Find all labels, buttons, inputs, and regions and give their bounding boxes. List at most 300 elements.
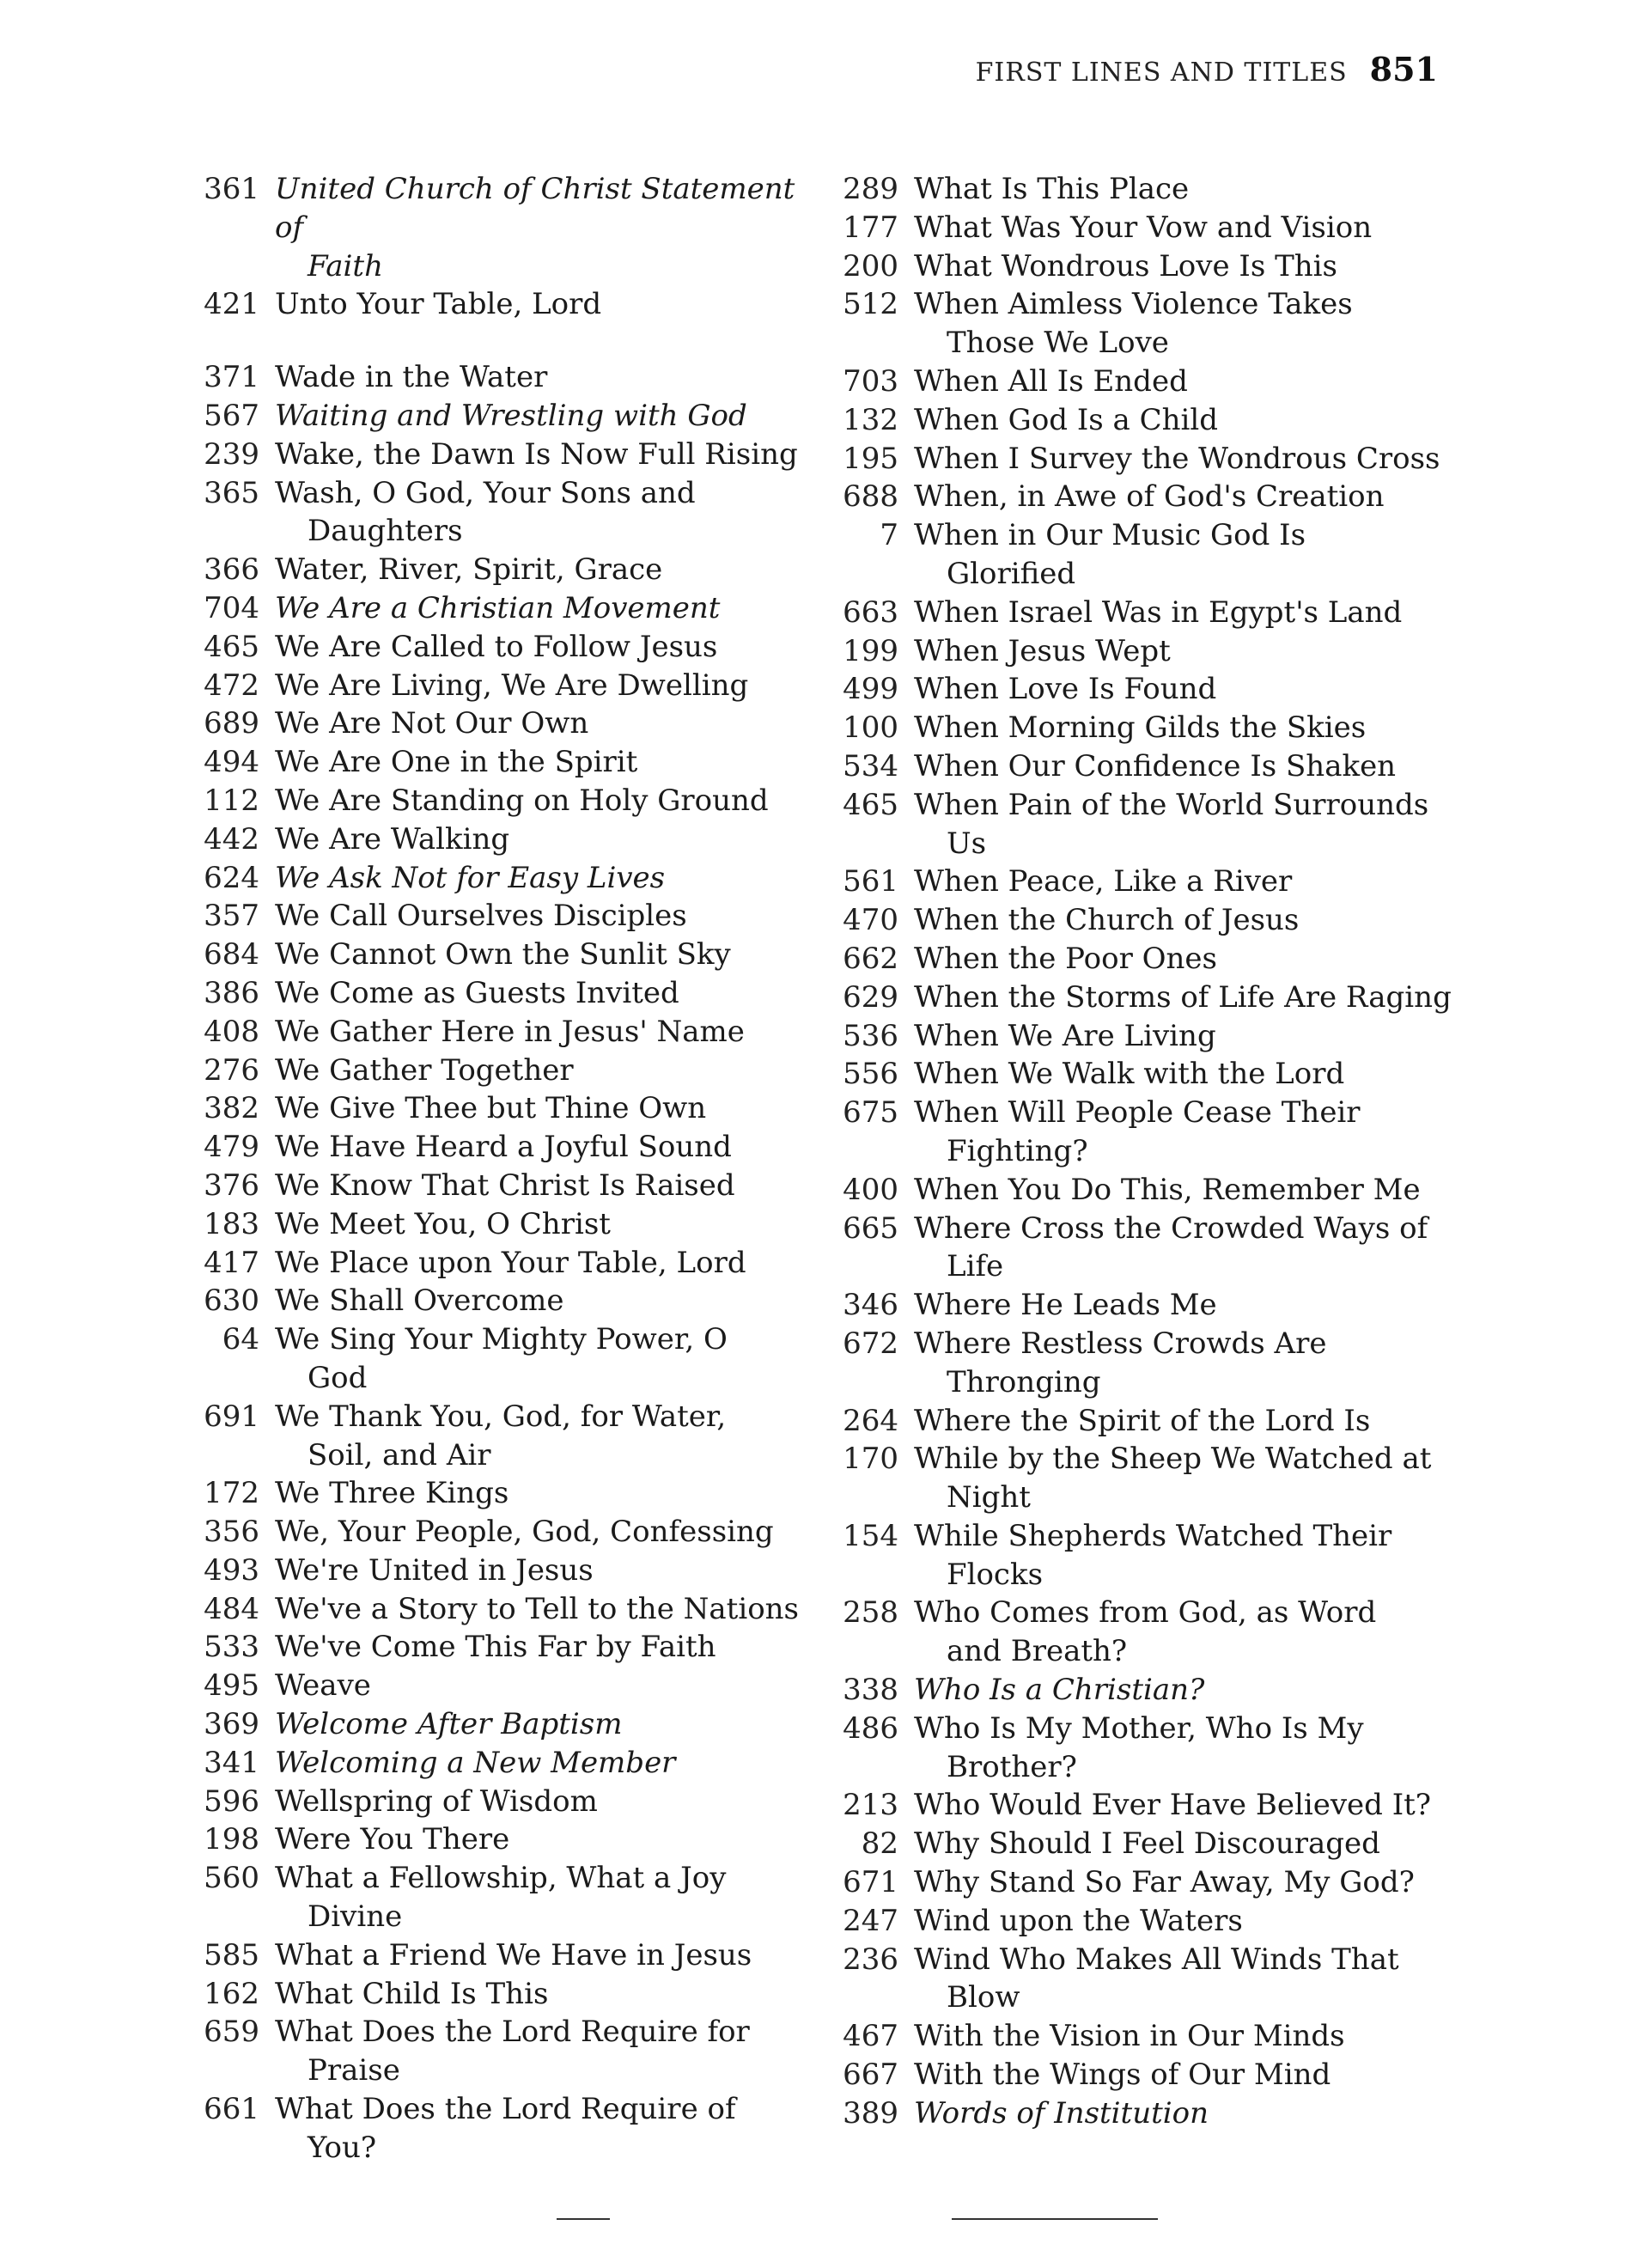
index-entry bbox=[828, 979, 1464, 1017]
hymn-title-line: Welcoming a New Member bbox=[275, 1745, 676, 1780]
index-entry bbox=[189, 1667, 807, 1705]
footer-rule-left bbox=[557, 2218, 610, 2220]
index-entry bbox=[189, 1590, 807, 1629]
hymn-number: 665 bbox=[843, 1210, 898, 1246]
hymn-number: 495 bbox=[204, 1668, 259, 1704]
hymn-title-line: When Love Is Found bbox=[914, 672, 1217, 707]
page-header bbox=[976, 50, 1438, 88]
hymn-number: 417 bbox=[204, 1245, 259, 1280]
hymn-title bbox=[914, 516, 1464, 594]
index-entry bbox=[189, 1975, 807, 2014]
hymn-title-line: Where He Leads Me bbox=[914, 1288, 1217, 1323]
index-entry bbox=[189, 1013, 807, 1052]
hymn-title bbox=[914, 709, 1464, 747]
hymn-title-line: When I Survey the Wondrous Cross bbox=[914, 441, 1440, 476]
hymn-title bbox=[914, 632, 1464, 671]
index-entry bbox=[828, 2094, 1464, 2133]
hymn-number: 369 bbox=[204, 1707, 259, 1742]
index-entry bbox=[189, 704, 807, 743]
hymn-title-line: When All Is Ended bbox=[914, 363, 1188, 399]
hymn-number: 661 bbox=[204, 2092, 259, 2127]
hymn-title bbox=[275, 1859, 807, 1936]
hymn-title-line: We Call Ourselves Disciples bbox=[275, 899, 687, 934]
hymn-title-line: Were You There bbox=[275, 1822, 510, 1857]
hymn-title bbox=[914, 1094, 1464, 1171]
hymn-title-continuation: Thronging bbox=[947, 1364, 1101, 1399]
hymn-number: 199 bbox=[843, 633, 898, 668]
hymn-title-line: We Cannot Own the Sunlit Sky bbox=[275, 937, 731, 972]
hymn-number: 533 bbox=[204, 1630, 259, 1665]
footer-rule-right bbox=[952, 2218, 1158, 2220]
hymn-number: 536 bbox=[843, 1018, 898, 1053]
hymn-number: 64 bbox=[222, 1322, 259, 1357]
hymn-title bbox=[914, 1402, 1464, 1441]
hymn-title bbox=[914, 1171, 1464, 1210]
index-entry bbox=[189, 743, 807, 782]
hymn-title bbox=[275, 1590, 807, 1629]
hymn-number: 408 bbox=[204, 1014, 259, 1049]
index-entry bbox=[189, 1859, 807, 1936]
hymn-title-line: When the Storms of Life Are Raging bbox=[914, 979, 1452, 1015]
index-entry bbox=[189, 936, 807, 974]
hymn-title bbox=[275, 782, 807, 820]
hymn-title bbox=[914, 363, 1464, 401]
hymn-title bbox=[275, 1474, 807, 1513]
index-entry bbox=[828, 1325, 1464, 1402]
hymn-title-line: We Gather Together bbox=[275, 1052, 574, 1088]
index-entry bbox=[828, 170, 1464, 209]
hymn-title-line: Who Is My Mother, Who Is My bbox=[914, 1710, 1364, 1746]
index-entry bbox=[189, 589, 807, 628]
hymn-title-continuation: Daughters bbox=[308, 514, 463, 549]
hymn-number: 499 bbox=[843, 672, 898, 707]
hymn-title bbox=[275, 170, 807, 285]
hymn-title-line: When the Church of Jesus bbox=[914, 903, 1300, 938]
hymn-title bbox=[914, 594, 1464, 632]
hymn-number: 289 bbox=[843, 172, 898, 206]
hymn-title-line: While Shepherds Watched Their bbox=[914, 1518, 1392, 1553]
hymn-number: 177 bbox=[843, 210, 898, 245]
index-entry bbox=[189, 1936, 807, 1975]
hymn-title-continuation: Faith bbox=[308, 248, 383, 284]
hymn-number: 198 bbox=[204, 1822, 259, 1857]
index-entry bbox=[189, 358, 807, 397]
hymn-title-continuation: God bbox=[308, 1360, 368, 1395]
hymn-title bbox=[914, 1941, 1464, 2018]
index-entry bbox=[828, 1941, 1464, 2018]
hymn-number: 239 bbox=[204, 436, 259, 472]
hymn-title bbox=[275, 628, 807, 667]
hymn-title bbox=[914, 401, 1464, 440]
hymn-title-line: When the Poor Ones bbox=[914, 941, 1217, 976]
hymn-title-line: When Israel Was in Egypt's Land bbox=[914, 594, 1403, 630]
hymn-title-line: Wind upon the Waters bbox=[914, 1903, 1243, 1938]
hymn-number: 400 bbox=[843, 1172, 898, 1207]
hymn-number: 195 bbox=[843, 441, 898, 476]
hymn-title bbox=[914, 1325, 1464, 1402]
index-entry bbox=[828, 1594, 1464, 1671]
index-entry bbox=[189, 859, 807, 898]
hymn-title-line: We Come as Guests Invited bbox=[275, 975, 679, 1010]
hymn-title bbox=[275, 1783, 807, 1821]
hymn-number: 556 bbox=[843, 1057, 898, 1092]
hymn-title-line: We Are Living, We Are Dwelling bbox=[275, 668, 749, 703]
hymn-title-line: What Was Your Vow and Vision bbox=[914, 210, 1373, 245]
hymn-number: 200 bbox=[843, 248, 898, 284]
index-entry bbox=[189, 1052, 807, 1090]
hymn-number: 703 bbox=[843, 363, 898, 399]
hymn-number: 585 bbox=[204, 1937, 259, 1972]
hymn-title bbox=[914, 1710, 1464, 1787]
hymn-title-line: What a Friend We Have in Jesus bbox=[275, 1937, 752, 1972]
hymn-title-line: We Are a Christian Movement bbox=[275, 590, 721, 625]
index-entry bbox=[828, 632, 1464, 671]
hymn-title-continuation: Life bbox=[947, 1249, 1004, 1284]
hymn-number: 338 bbox=[843, 1673, 898, 1708]
running-head-title: FIRST LINES AND TITLES bbox=[975, 58, 1348, 88]
hymn-number: 567 bbox=[204, 398, 259, 433]
hymn-title-line: What Does the Lord Require of bbox=[275, 2092, 736, 2127]
hymn-title-line: With the Vision in Our Minds bbox=[914, 2019, 1345, 2054]
hymn-title bbox=[275, 1089, 807, 1128]
hymn-title-line: Wellspring of Wisdom bbox=[275, 1783, 598, 1819]
hymn-title-continuation: Fighting? bbox=[947, 1133, 1088, 1168]
hymn-title-line: Where the Spirit of the Lord Is bbox=[914, 1403, 1371, 1438]
hymn-title-line: We Are Walking bbox=[275, 821, 510, 857]
hymn-number: 684 bbox=[204, 937, 259, 972]
hymn-title-continuation: Those We Love bbox=[947, 326, 1169, 361]
hymn-title-continuation: Brother? bbox=[947, 1749, 1077, 1784]
hymn-title bbox=[275, 1052, 807, 1090]
hymn-number: 494 bbox=[204, 745, 259, 780]
index-entry bbox=[828, 478, 1464, 516]
hymn-title-line: Wade in the Water bbox=[275, 360, 548, 395]
hymn-title bbox=[275, 1705, 807, 1744]
hymn-title-line: When You Do This, Remember Me bbox=[914, 1172, 1421, 1207]
hymn-number: 376 bbox=[204, 1168, 259, 1203]
hymn-title bbox=[275, 1820, 807, 1859]
hymn-title bbox=[275, 2090, 807, 2167]
hymn-title bbox=[914, 209, 1464, 247]
hymn-title bbox=[275, 897, 807, 936]
hymn-title-continuation: Blow bbox=[947, 1980, 1020, 2015]
hymn-number: 421 bbox=[204, 287, 259, 322]
hymn-number: 689 bbox=[204, 706, 259, 741]
index-entry bbox=[828, 1440, 1464, 1517]
index-entry bbox=[828, 594, 1464, 632]
hymn-title bbox=[275, 551, 807, 589]
index-entry bbox=[189, 667, 807, 705]
hymn-title-continuation: Glorified bbox=[947, 556, 1076, 591]
hymn-title bbox=[275, 2013, 807, 2090]
hymn-number: 691 bbox=[204, 1399, 259, 1434]
hymn-title-line: We Meet You, O Christ bbox=[275, 1206, 611, 1241]
index-entry bbox=[189, 1513, 807, 1552]
index-entry bbox=[828, 670, 1464, 709]
index-entry bbox=[828, 747, 1464, 786]
hymn-number: 467 bbox=[843, 2019, 898, 2054]
hymn-title bbox=[914, 1517, 1464, 1594]
hymn-number: 493 bbox=[204, 1552, 259, 1588]
hymn-title bbox=[275, 1398, 807, 1475]
index-entry bbox=[189, 974, 807, 1013]
hymn-title-line: We're United in Jesus bbox=[275, 1552, 594, 1588]
hymn-title-line: What a Fellowship, What a Joy bbox=[275, 1861, 727, 1896]
index-entry bbox=[189, 1398, 807, 1475]
hymn-number: 162 bbox=[204, 1976, 259, 2011]
page-number: 851 bbox=[1369, 50, 1438, 88]
index-entry bbox=[189, 285, 807, 324]
hymn-title-line: Weave bbox=[275, 1668, 371, 1704]
hymn-title bbox=[914, 1440, 1464, 1517]
hymn-title bbox=[275, 743, 807, 782]
hymn-number: 484 bbox=[204, 1591, 259, 1626]
hymn-title bbox=[914, 979, 1464, 1017]
hymn-title-continuation: Soil, and Air bbox=[308, 1437, 491, 1472]
hymn-title bbox=[275, 1975, 807, 2014]
hymn-number: 170 bbox=[843, 1442, 898, 1477]
hymn-title bbox=[914, 1786, 1464, 1825]
hymn-title bbox=[914, 1825, 1464, 1863]
hymn-title bbox=[914, 1594, 1464, 1671]
index-entry bbox=[189, 820, 807, 859]
hymn-title-continuation: Night bbox=[947, 1480, 1031, 1515]
hymn-number: 688 bbox=[843, 479, 898, 515]
hymn-number: 561 bbox=[843, 864, 898, 899]
hymn-title-continuation: Divine bbox=[308, 1899, 403, 1935]
hymn-title bbox=[275, 974, 807, 1013]
hymn-title-line: We Gather Here in Jesus' Name bbox=[275, 1014, 745, 1049]
hymn-title-continuation: and Breath? bbox=[947, 1634, 1128, 1669]
hymn-title-line: We've Come This Far by Faith bbox=[275, 1630, 716, 1665]
hymn-title bbox=[275, 1552, 807, 1590]
hymn-title-line: When Pain of the World Surrounds bbox=[914, 787, 1429, 822]
hymn-title bbox=[914, 2017, 1464, 2056]
index-entry bbox=[189, 1628, 807, 1667]
hymn-title-line: We Give Thee but Thine Own bbox=[275, 1091, 707, 1126]
hymn-number: 472 bbox=[204, 668, 259, 703]
hymn-title bbox=[914, 901, 1464, 940]
hymn-title bbox=[914, 670, 1464, 709]
hymn-title-line: Why Should I Feel Discouraged bbox=[914, 1826, 1380, 1862]
index-entry bbox=[828, 2017, 1464, 2056]
hymn-number: 386 bbox=[204, 975, 259, 1010]
index-entry bbox=[828, 1825, 1464, 1863]
hymn-number: 236 bbox=[843, 1942, 898, 1977]
index-entry bbox=[828, 1671, 1464, 1710]
index-entry bbox=[189, 1167, 807, 1205]
hymn-number: 659 bbox=[204, 2015, 259, 2050]
hymn-number: 154 bbox=[843, 1518, 898, 1553]
hymn-title-line: Wind Who Makes All Winds That bbox=[914, 1942, 1399, 1977]
index-entry bbox=[828, 440, 1464, 479]
hymn-number: 382 bbox=[204, 1091, 259, 1126]
index-entry bbox=[828, 1863, 1464, 1902]
index-entry bbox=[189, 1282, 807, 1320]
index-entry bbox=[189, 2013, 807, 2090]
hymn-number: 357 bbox=[204, 899, 259, 934]
hymn-number: 132 bbox=[843, 402, 898, 437]
hymn-number: 465 bbox=[843, 787, 898, 822]
hymn-number: 213 bbox=[843, 1788, 898, 1823]
hymn-title-line: We Know That Christ Is Raised bbox=[275, 1168, 735, 1203]
hymn-number: 512 bbox=[843, 287, 898, 322]
hymn-title bbox=[275, 1244, 807, 1283]
hymn-number: 172 bbox=[204, 1476, 259, 1511]
hymn-title bbox=[275, 436, 807, 474]
hymn-title bbox=[914, 2056, 1464, 2094]
index-entry bbox=[828, 1286, 1464, 1325]
hymn-title-line: We Have Heard a Joyful Sound bbox=[275, 1130, 732, 1165]
hymn-title-line: We Are One in the Spirit bbox=[275, 745, 638, 780]
hymn-title-line: What Is This Place bbox=[914, 172, 1190, 206]
index-entry bbox=[828, 1786, 1464, 1825]
hymn-title bbox=[275, 397, 807, 436]
index-column-right bbox=[828, 170, 1464, 2133]
hymn-title bbox=[914, 863, 1464, 901]
hymn-title-line: We Are Not Our Own bbox=[275, 706, 589, 741]
hymn-number: 479 bbox=[204, 1130, 259, 1165]
hymn-number: 629 bbox=[843, 979, 898, 1015]
hymn-title bbox=[914, 440, 1464, 479]
hymn-title bbox=[275, 667, 807, 705]
index-entry bbox=[189, 397, 807, 436]
hymn-title bbox=[275, 589, 807, 628]
hymn-title bbox=[914, 940, 1464, 979]
hymn-title-line: Welcome After Baptism bbox=[275, 1707, 623, 1742]
index-entry bbox=[189, 1552, 807, 1590]
index-entry bbox=[189, 897, 807, 936]
hymn-title-line: When Will People Cease Their bbox=[914, 1095, 1361, 1131]
index-entry bbox=[828, 1710, 1464, 1787]
hymn-title-line: We, Your People, God, Confessing bbox=[275, 1515, 774, 1550]
hymn-number: 247 bbox=[843, 1903, 898, 1938]
index-entry bbox=[189, 1320, 807, 1398]
index-entry bbox=[828, 363, 1464, 401]
index-column-left bbox=[189, 170, 807, 2167]
hymn-number: 560 bbox=[204, 1861, 259, 1896]
hymn-title-continuation: Flocks bbox=[947, 1557, 1044, 1592]
hymn-title-line: Wake, the Dawn Is Now Full Rising bbox=[275, 436, 798, 472]
hymn-title bbox=[914, 2094, 1464, 2133]
hymn-title bbox=[275, 936, 807, 974]
index-entry bbox=[828, 786, 1464, 863]
hymn-number: 264 bbox=[843, 1403, 898, 1438]
hymn-number: 663 bbox=[843, 594, 898, 630]
hymn-title-line: Why Stand So Far Away, My God? bbox=[914, 1865, 1415, 1900]
hymn-title-line: When Our Confidence Is Shaken bbox=[914, 748, 1397, 783]
hymn-number: 365 bbox=[204, 475, 259, 510]
hymn-title-continuation: Us bbox=[947, 826, 987, 861]
hymn-number: 465 bbox=[204, 629, 259, 664]
hymn-title-line: When Aimless Violence Takes bbox=[914, 287, 1353, 322]
index-entry bbox=[828, 1902, 1464, 1941]
index-entry bbox=[189, 1705, 807, 1744]
hymn-number: 486 bbox=[843, 1710, 898, 1746]
hymn-title bbox=[914, 1286, 1464, 1325]
hymn-title bbox=[914, 1863, 1464, 1902]
hymn-number: 371 bbox=[204, 360, 259, 395]
hymn-title bbox=[275, 285, 807, 324]
hymn-title bbox=[275, 1128, 807, 1167]
hymn-number: 662 bbox=[843, 941, 898, 976]
hymn-title-line: Who Comes from God, as Word bbox=[914, 1595, 1377, 1631]
hymn-title bbox=[914, 1017, 1464, 1056]
index-entry bbox=[189, 1128, 807, 1167]
hymn-title-continuation: Praise bbox=[308, 2053, 400, 2088]
hymn-title-line: When Morning Gilds the Skies bbox=[914, 710, 1367, 746]
hymn-title-line: When God Is a Child bbox=[914, 402, 1219, 437]
hymn-title-line: Water, River, Spirit, Grace bbox=[275, 552, 663, 588]
index-entry bbox=[828, 1210, 1464, 1287]
hymn-title bbox=[275, 1936, 807, 1975]
hymn-title-line: United Church of Christ Statement of bbox=[275, 172, 795, 245]
hymn-number: 341 bbox=[204, 1745, 259, 1780]
hymn-title-line: When Jesus Wept bbox=[914, 633, 1171, 668]
hymn-title-line: Waiting and Wrestling with God bbox=[275, 398, 747, 433]
hymn-number: 667 bbox=[843, 2058, 898, 2093]
index-entry bbox=[828, 1094, 1464, 1171]
index-entry bbox=[828, 1017, 1464, 1056]
index-entry bbox=[189, 1744, 807, 1783]
hymn-title-line: We Sing Your Mighty Power, O bbox=[275, 1322, 728, 1357]
index-entry bbox=[828, 1055, 1464, 1094]
hymn-title-line: Words of Institution bbox=[914, 2095, 1209, 2131]
hymn-number: 630 bbox=[204, 1283, 259, 1319]
hymn-title-line: We Are Standing on Holy Ground bbox=[275, 783, 769, 818]
hymn-title-continuation: You? bbox=[308, 2130, 377, 2165]
hymn-number: 112 bbox=[204, 783, 259, 818]
hymn-number: 100 bbox=[843, 710, 898, 746]
hymn-title bbox=[914, 478, 1464, 516]
hymn-title-line: Where Restless Crowds Are bbox=[914, 1326, 1327, 1361]
hymn-title bbox=[275, 1628, 807, 1667]
index-entry bbox=[189, 2090, 807, 2167]
hymn-number: 672 bbox=[843, 1326, 898, 1361]
hymn-title bbox=[275, 1320, 807, 1398]
index-entry bbox=[189, 436, 807, 474]
index-entry bbox=[828, 1517, 1464, 1594]
hymn-title-line: With the Wings of Our Mind bbox=[914, 2058, 1331, 2093]
hymn-title-line: What Does the Lord Require for bbox=[275, 2015, 750, 2050]
index-entry bbox=[189, 1474, 807, 1513]
hymn-title-line: While by the Sheep We Watched at bbox=[914, 1442, 1432, 1477]
hymn-title bbox=[275, 704, 807, 743]
index-entry bbox=[828, 401, 1464, 440]
hymn-number: 624 bbox=[204, 860, 259, 895]
hymn-number: 356 bbox=[204, 1515, 259, 1550]
hymn-title-line: We Three Kings bbox=[275, 1476, 509, 1511]
hymn-title bbox=[275, 1013, 807, 1052]
index-entry bbox=[828, 1171, 1464, 1210]
hymn-number: 361 bbox=[204, 172, 259, 206]
hymn-title-line: When Peace, Like a River bbox=[914, 864, 1293, 899]
index-entry bbox=[189, 782, 807, 820]
index-entry bbox=[189, 1205, 807, 1244]
index-entry bbox=[189, 551, 807, 589]
hymn-title bbox=[914, 1210, 1464, 1287]
hymn-title-line: We Shall Overcome bbox=[275, 1283, 564, 1319]
hymn-number: 82 bbox=[861, 1826, 898, 1862]
hymn-title bbox=[275, 1744, 807, 1783]
hymn-title-line: When We Walk with the Lord bbox=[914, 1057, 1345, 1092]
hymn-title bbox=[275, 820, 807, 859]
index-entry bbox=[189, 628, 807, 667]
index-entry bbox=[828, 1402, 1464, 1441]
hymn-title-line: What Wondrous Love Is This bbox=[914, 248, 1337, 284]
hymn-title bbox=[914, 786, 1464, 863]
index-entry bbox=[189, 1783, 807, 1821]
